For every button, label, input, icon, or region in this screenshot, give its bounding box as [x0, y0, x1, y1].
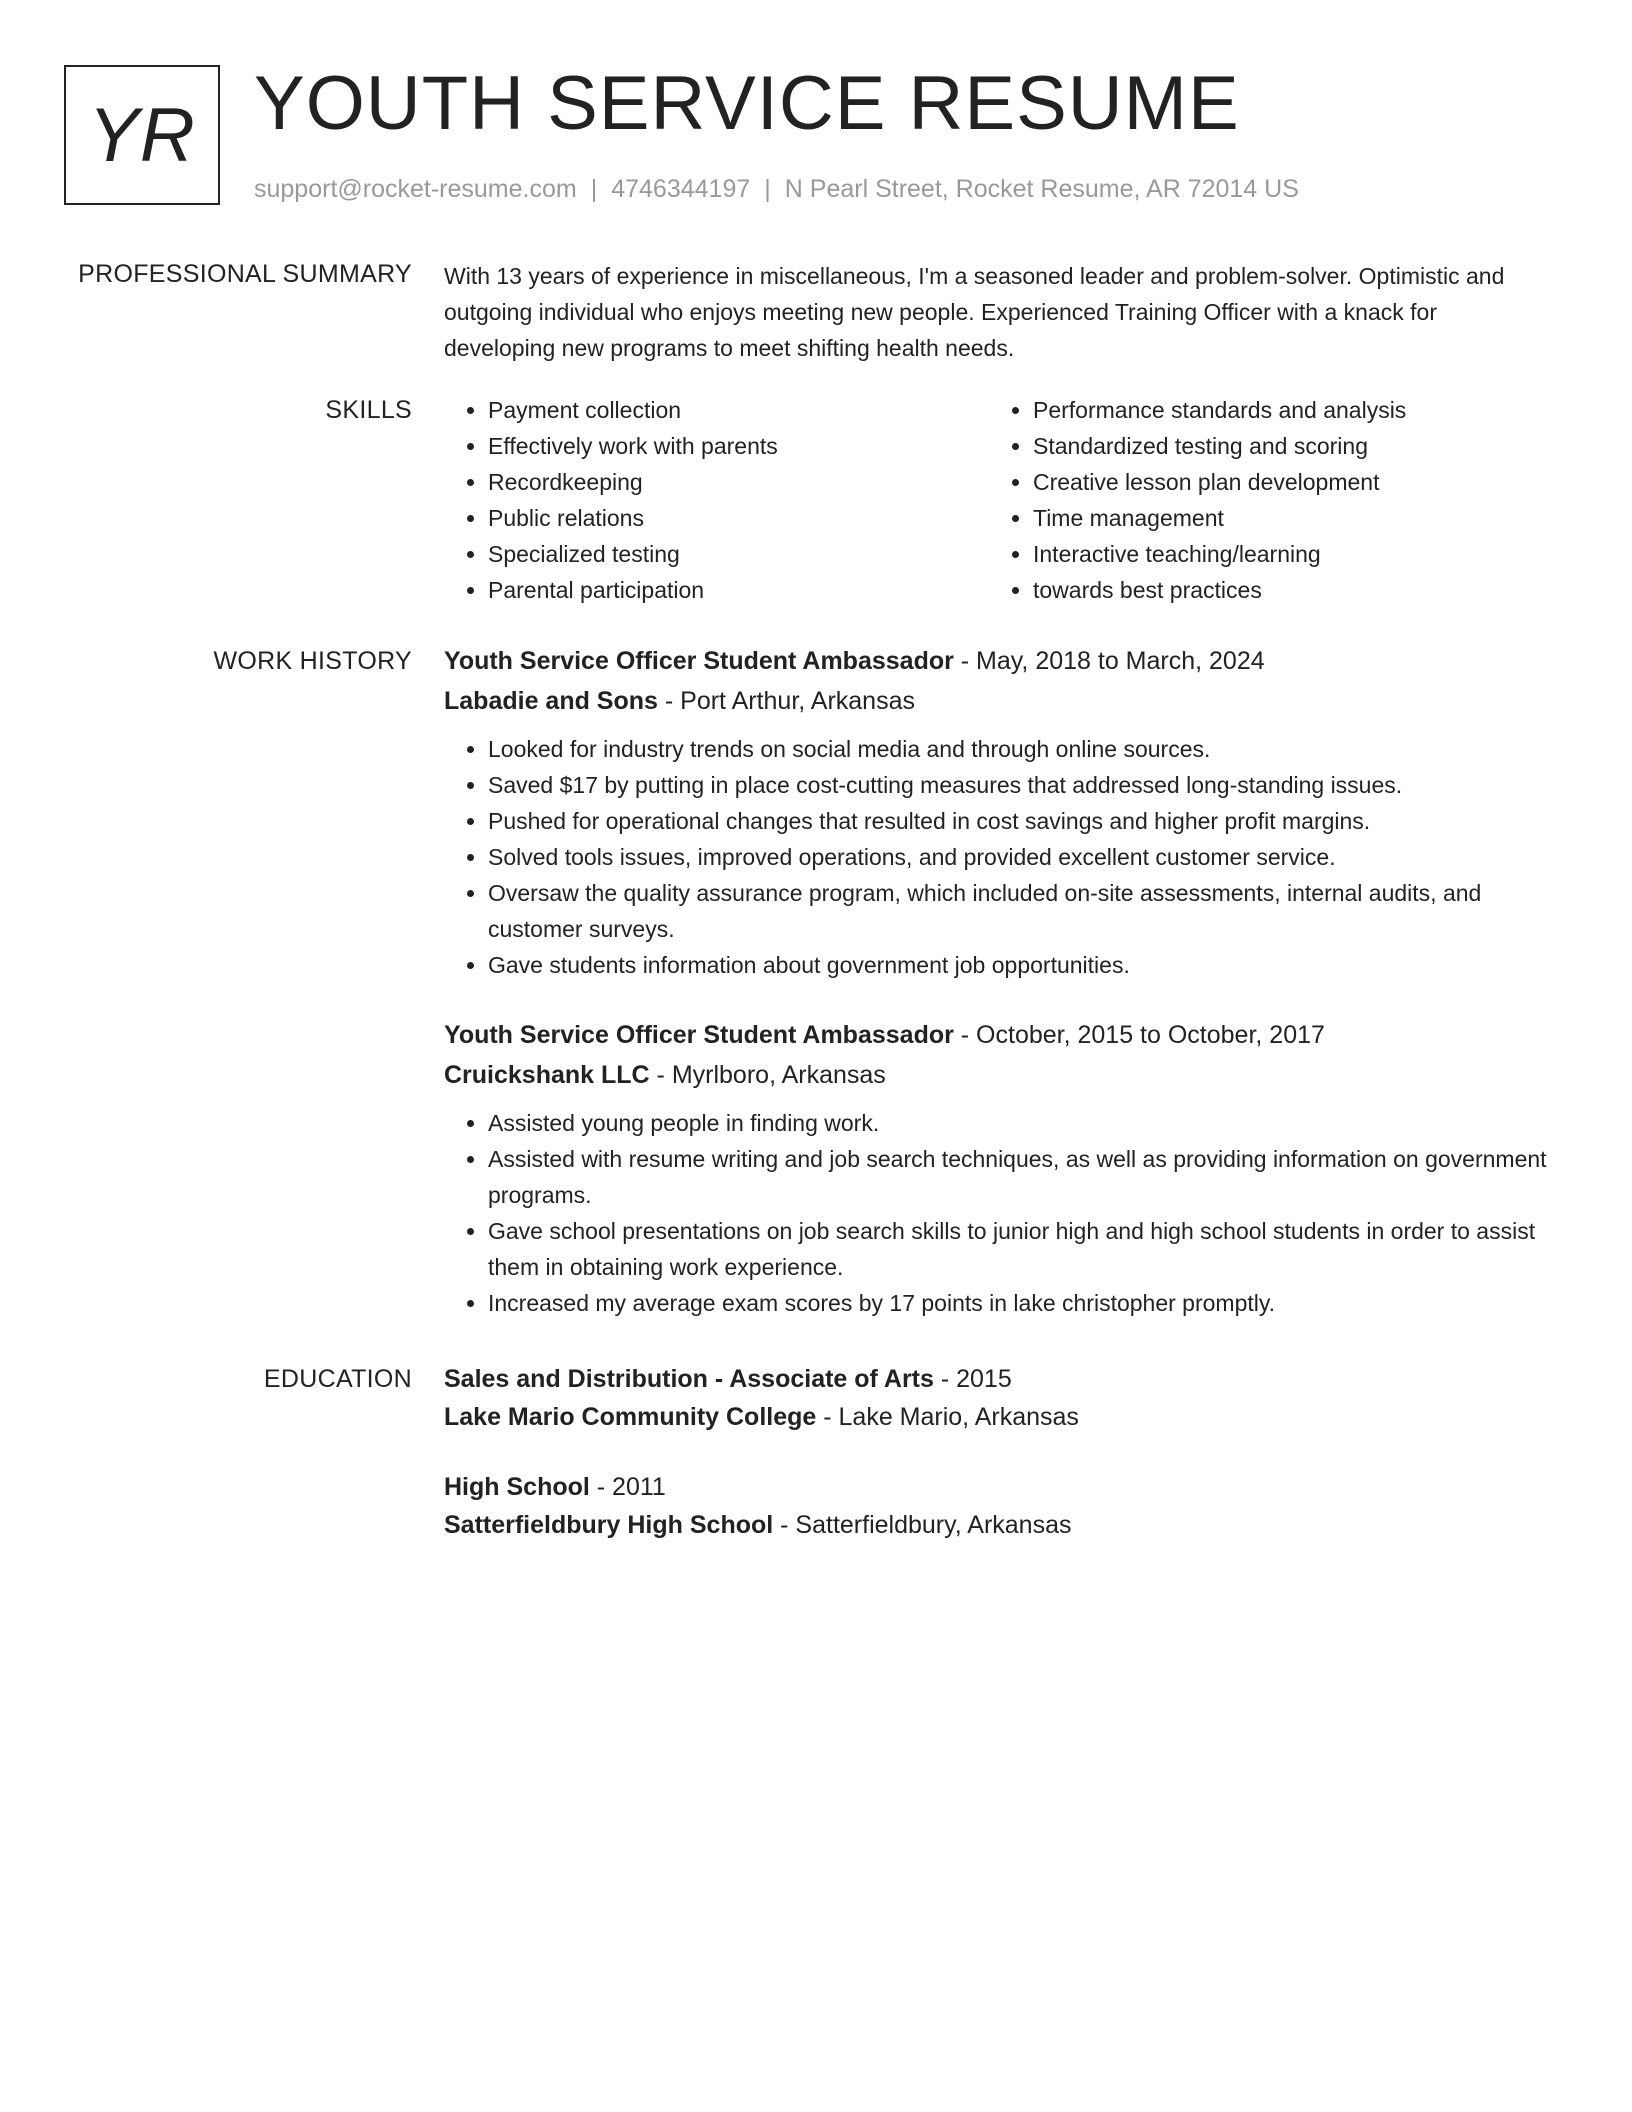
- contact-line: [254, 173, 1299, 205]
- job-entry: [444, 641, 1554, 983]
- skills-columns: [444, 392, 1554, 608]
- job-title: Youth Service Officer Student Ambassador: [444, 1021, 954, 1049]
- job-bullet: • Pushed for operational changes that resulted in cost savings and higher profit margins.: [488, 803, 1554, 839]
- skill-item: • Public relations: [488, 500, 989, 536]
- job-bullet: • Gave school presentations on job search skills to junior high and high school students in order to assist them in obtaining work experience.: [488, 1213, 1554, 1285]
- education-degree: Sales and Distribution - Associate of Arts: [444, 1365, 934, 1393]
- education-year: - 2011: [589, 1473, 666, 1501]
- job-title: Youth Service Officer Student Ambassador: [444, 647, 954, 675]
- job-entry: [444, 1015, 1554, 1321]
- summary-body: [444, 258, 1554, 366]
- resume-header: [64, 61, 1564, 210]
- job-bullets: [444, 1105, 1554, 1321]
- job-company: Labadie and Sons: [444, 687, 658, 715]
- job-bullet: • Assisted with resume writing and job search techniques, as well as providing information on government programs.: [488, 1141, 1554, 1213]
- education-degree-line: [444, 1360, 1554, 1398]
- summary-heading: PROFESSIONAL SUMMARY: [78, 260, 412, 288]
- skill-item: • Time management: [1033, 500, 1534, 536]
- education-school: Satterfieldbury High School: [444, 1511, 774, 1539]
- work-history-heading: WORK HISTORY: [213, 647, 412, 675]
- skills-body: [444, 392, 1554, 608]
- education-degree-line: [444, 1468, 1554, 1506]
- job-dates: - October, 2015 to October, 2017: [953, 1021, 1325, 1049]
- job-location: - Port Arthur, Arkansas: [657, 687, 915, 715]
- job-title-line: [444, 1015, 1554, 1055]
- job-bullet: • Oversaw the quality assurance program, which included on-site assessments, internal audits, and customer surveys.: [488, 875, 1554, 947]
- job-bullet: • Saved $17 by putting in place cost-cutting measures that addressed long-standing issues.: [488, 767, 1554, 803]
- education-school-line: [444, 1506, 1554, 1544]
- contact-separator: |: [764, 175, 771, 203]
- contact-phone[interactable]: 4746344197: [611, 175, 751, 203]
- job-company-line: [444, 681, 1554, 721]
- contact-email[interactable]: support@rocket-resume.com: [254, 175, 577, 203]
- job-dates: - May, 2018 to March, 2024: [953, 647, 1265, 675]
- resume-title: YOUTH SERVICE RESUME: [254, 61, 1240, 146]
- skill-item: • Payment collection: [488, 392, 989, 428]
- job-location: - Myrlboro, Arkansas: [649, 1061, 886, 1089]
- job-bullet: • Increased my average exam scores by 17 points in lake christopher promptly.: [488, 1285, 1554, 1321]
- education-year: - 2015: [933, 1365, 1012, 1393]
- job-company-line: [444, 1055, 1554, 1095]
- work-history-body: [444, 641, 1554, 1353]
- job-company: Cruickshank LLC: [444, 1061, 650, 1089]
- job-bullet: • Gave students information about government job opportunities.: [488, 947, 1554, 983]
- education-location: - Satterfieldbury, Arkansas: [773, 1511, 1072, 1539]
- education-heading: EDUCATION: [263, 1365, 412, 1393]
- education-body: [444, 1360, 1554, 1576]
- skill-item: • Recordkeeping: [488, 464, 989, 500]
- education-location: - Lake Mario, Arkansas: [816, 1403, 1079, 1431]
- education-school: Lake Mario Community College: [444, 1403, 817, 1431]
- education-entry: [444, 1468, 1554, 1544]
- job-bullet: • Assisted young people in finding work.: [488, 1105, 1554, 1141]
- skill-item: • Specialized testing: [488, 536, 989, 572]
- job-title-line: [444, 641, 1554, 681]
- job-bullet: • Looked for industry trends on social media and through online sources.: [488, 731, 1554, 767]
- skill-item: • Creative lesson plan development: [1033, 464, 1534, 500]
- job-bullet: • Solved tools issues, improved operations, and provided excellent customer service.: [488, 839, 1554, 875]
- skill-item: • Effectively work with parents: [488, 428, 989, 464]
- skill-item: • Performance standards and analysis: [1033, 392, 1534, 428]
- skill-item: • Interactive teaching/learning: [1033, 536, 1534, 572]
- education-school-line: [444, 1398, 1554, 1436]
- skill-item: • towards best practices: [1033, 572, 1534, 608]
- skills-heading: SKILLS: [325, 396, 412, 424]
- skills-list-left: [444, 392, 989, 608]
- job-bullets: [444, 731, 1554, 983]
- contact-address: N Pearl Street, Rocket Resume, AR 72014 US: [784, 175, 1299, 203]
- monogram-logo: YR: [64, 65, 220, 205]
- summary-text: With 13 years of experience in miscellaneous, I'm a seasoned leader and problem-solver. Optimistic and outgoing individual who enjoys meeting new people. Experienced Training Officer with a knack for developing new programs to meet shifting health needs.: [444, 263, 1505, 361]
- education-entry: [444, 1360, 1554, 1436]
- contact-separator: |: [590, 175, 598, 203]
- skills-list-right: [989, 392, 1534, 608]
- skill-item: • Standardized testing and scoring: [1033, 428, 1534, 464]
- skill-item: • Parental participation: [488, 572, 989, 608]
- education-degree: High School: [444, 1473, 590, 1501]
